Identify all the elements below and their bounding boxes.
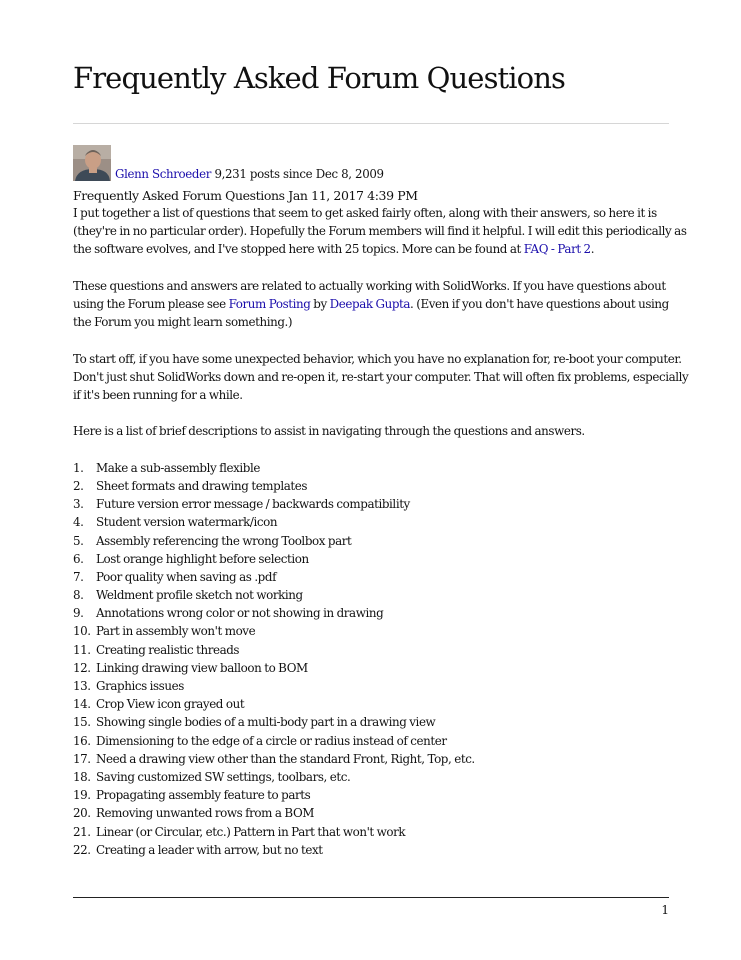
topic-number: 16. bbox=[73, 733, 91, 748]
topic-item bbox=[73, 586, 673, 604]
topic-number: 15. bbox=[73, 715, 91, 730]
topic-text: Crop View icon grayed out bbox=[96, 697, 245, 712]
topic-text: Creating a leader with arrow, but no text bbox=[96, 842, 323, 857]
topic-text: Dimensioning to the edge of a circle or radius instead of center bbox=[96, 733, 447, 748]
topic-text: Linear (or Circular, etc.) Pattern in Part that won't work bbox=[96, 824, 406, 839]
topic-text: Student version watermark/icon bbox=[96, 515, 278, 530]
topic-text: Future version error message / backwards compatibility bbox=[96, 497, 410, 512]
topic-number: 7. bbox=[73, 569, 84, 584]
topic-item bbox=[73, 713, 673, 731]
topic-text: Poor quality when saving as .pdf bbox=[96, 569, 277, 584]
forum-line-2-text: using the Forum please see bbox=[73, 297, 229, 311]
topic-item bbox=[73, 641, 673, 659]
topic-item bbox=[73, 768, 673, 786]
intro-line-3-end: . bbox=[590, 242, 595, 257]
topic-text: Propagating assembly feature to parts bbox=[96, 788, 311, 803]
topic-number: 9. bbox=[73, 606, 84, 621]
page-title: Frequently Asked Forum Questions bbox=[73, 61, 565, 95]
topic-number: 6. bbox=[73, 551, 84, 566]
topic-number: 19. bbox=[73, 788, 91, 803]
topic-item bbox=[73, 459, 673, 477]
topic-number: 4. bbox=[73, 515, 84, 530]
topic-number: 5. bbox=[73, 533, 84, 548]
topic-item bbox=[73, 786, 673, 804]
topic-item bbox=[73, 677, 673, 695]
title-divider bbox=[73, 123, 669, 124]
topic-number: 22. bbox=[73, 842, 91, 857]
intro-line-3-text: the software evolves, and I've stopped here with 25 topics. More can be found at bbox=[73, 242, 524, 257]
topic-item bbox=[73, 477, 673, 495]
topic-text: Lost orange highlight before selection bbox=[96, 551, 309, 566]
author-info bbox=[73, 145, 384, 181]
topic-number: 3. bbox=[73, 497, 84, 512]
list-intro-paragraph bbox=[73, 422, 673, 440]
topic-item bbox=[73, 732, 673, 750]
topic-item bbox=[73, 513, 673, 531]
author-name-link[interactable]: Glenn Schroeder bbox=[115, 167, 212, 181]
reboot-line-3: if it's been running for a while. bbox=[73, 388, 243, 402]
topic-item bbox=[73, 823, 673, 841]
list-intro-text: Here is a list of brief descriptions to assist in navigating through the questions and answers. bbox=[73, 424, 585, 439]
topic-number: 11. bbox=[73, 642, 91, 657]
topic-number: 10. bbox=[73, 624, 91, 639]
topic-item bbox=[73, 550, 673, 568]
forum-line-3: the Forum you might learn something.) bbox=[73, 315, 293, 330]
topic-item bbox=[73, 695, 673, 713]
forum-posting-link[interactable]: Forum Posting bbox=[228, 297, 311, 311]
topic-text: Creating realistic threads bbox=[96, 642, 240, 657]
post-title: Frequently Asked Forum Questions Jan 11, 2017 4:39 PM bbox=[73, 188, 418, 203]
topic-number: 1. bbox=[73, 460, 84, 475]
topic-text: Need a drawing view other than the standard Front, Right, Top, etc. bbox=[96, 751, 475, 766]
topic-text: Part in assembly won't move bbox=[96, 624, 256, 639]
intro-paragraph bbox=[73, 204, 687, 259]
topic-item bbox=[73, 495, 673, 513]
topic-text: Annotations wrong color or not showing in drawing bbox=[96, 606, 384, 621]
topic-number: 8. bbox=[73, 588, 84, 603]
topic-text: Removing unwanted rows from a BOM bbox=[96, 806, 315, 821]
topic-number: 13. bbox=[73, 679, 91, 694]
reboot-paragraph bbox=[73, 350, 689, 405]
topic-number: 2. bbox=[73, 478, 84, 493]
topic-number: 21. bbox=[73, 824, 91, 839]
topic-text: Saving customized SW settings, toolbars, etc. bbox=[96, 769, 351, 784]
page-number: 1 bbox=[661, 903, 669, 917]
post-body bbox=[73, 204, 689, 859]
topic-item bbox=[73, 568, 673, 586]
topic-number: 20. bbox=[73, 806, 91, 821]
reboot-line-2: Don't just shut SolidWorks down and re-open it, re-start your computer. That will often fix problems, especially bbox=[73, 369, 689, 384]
topic-item bbox=[73, 750, 673, 768]
intro-line-3 bbox=[73, 240, 673, 258]
topic-item bbox=[73, 804, 673, 822]
deepak-gupta-link[interactable]: Deepak Gupta bbox=[329, 297, 411, 311]
author-avatar[interactable] bbox=[73, 145, 111, 181]
topic-item bbox=[73, 604, 673, 622]
topic-text: Graphics issues bbox=[96, 679, 184, 694]
intro-line-2: (they're in no particular order). Hopefully the Forum members will find it helpful. I will edit this periodically as bbox=[73, 224, 687, 239]
topic-item bbox=[73, 622, 673, 640]
topic-item bbox=[73, 532, 673, 550]
topic-number: 18. bbox=[73, 769, 91, 784]
author-meta: 9,231 posts since Dec 8, 2009 bbox=[214, 167, 384, 181]
forum-line-1: These questions and answers are related to actually working with SolidWorks. If you have questions about bbox=[73, 278, 666, 293]
topic-text: Assembly referencing the wrong Toolbox part bbox=[96, 533, 352, 548]
forum-line-2-by: by bbox=[310, 297, 330, 311]
reboot-line-1: To start off, if you have some unexpected behavior, which you have no explanation for, re-boot your computer. bbox=[73, 351, 682, 366]
topic-number: 17. bbox=[73, 751, 91, 766]
forum-line-2 bbox=[73, 295, 673, 313]
topic-list bbox=[73, 459, 673, 859]
topic-text: Weldment profile sketch not working bbox=[96, 588, 303, 603]
topic-text: Sheet formats and drawing templates bbox=[96, 478, 308, 493]
forum-paragraph bbox=[73, 277, 673, 332]
intro-line-1: I put together a list of questions that seem to get asked fairly often, along with their answers, so here it is bbox=[73, 206, 657, 220]
topic-item bbox=[73, 841, 673, 859]
topic-text: Make a sub-assembly flexible bbox=[96, 460, 261, 475]
topic-number: 12. bbox=[73, 660, 91, 675]
forum-line-2-end: . (Even if you don't have questions about using bbox=[410, 297, 669, 311]
topic-item bbox=[73, 659, 673, 677]
faq-part2-link[interactable]: FAQ - Part 2 bbox=[523, 242, 591, 257]
footer-divider bbox=[73, 897, 669, 898]
topic-text: Showing single bodies of a multi-body part in a drawing view bbox=[96, 715, 436, 730]
topic-text: Linking drawing view balloon to BOM bbox=[96, 660, 308, 675]
topic-number: 14. bbox=[73, 697, 91, 712]
